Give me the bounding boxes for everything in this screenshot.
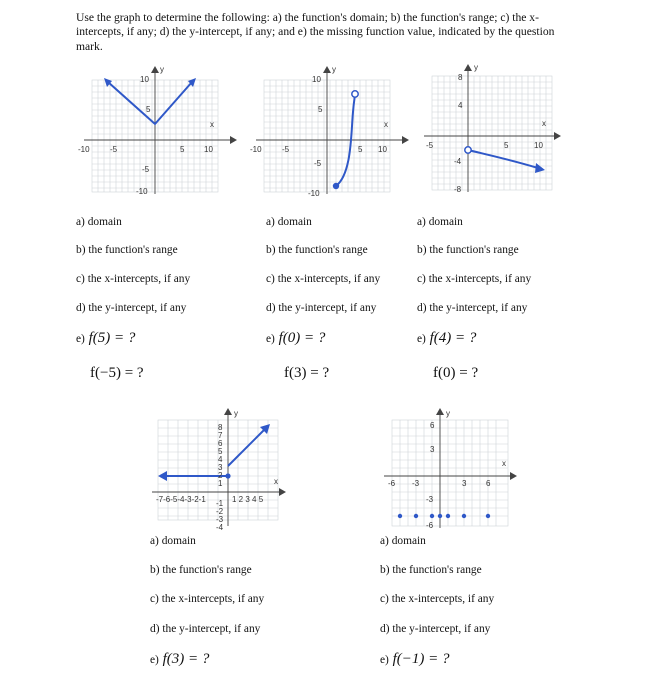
graph-4-y-label: y	[234, 409, 238, 418]
g4-e-label: e)	[150, 654, 159, 666]
graph-4-x-arrow	[279, 488, 286, 496]
graph-3-open-dot	[465, 147, 471, 153]
graph-3-tick-x-neg5: -5	[426, 141, 434, 150]
g3-e2: f(0) = ?	[433, 365, 479, 381]
g2-e-label: e)	[266, 333, 275, 345]
graph-2-tick-y10: 10	[312, 75, 321, 84]
graph-2-tick-x-neg5: -5	[282, 145, 290, 154]
graph-5-point-7	[486, 514, 490, 518]
graph-4-tick-y-neg3: -3	[216, 515, 224, 524]
graph-1-tick-x-neg10: -10	[78, 145, 90, 154]
graph-1	[80, 64, 240, 198]
g3-e1: f(4) = ?	[429, 330, 477, 346]
graph-2-tick-y5: 5	[318, 105, 323, 114]
graph-1-tick-x5: 5	[180, 145, 185, 154]
graph-4-tick-y1: 1	[218, 479, 223, 488]
g2-missing-value	[266, 330, 325, 347]
graph-1-tick-x-neg5: -5	[110, 145, 118, 154]
graph-5-tick-y6: 6	[430, 421, 435, 430]
graph-2-y-arrow	[323, 66, 331, 73]
graph-4-tick-x-pos: 1 2 3 4 5	[232, 495, 264, 504]
graph-5-tick-x-neg3: -3	[412, 479, 420, 488]
instructions-text: Use the graph to determine the following: a) the function's domain; b) the function's range; c) the x-intercepts, if any; d) the y-intercept, if any; and e) the missing function value, indicated by the question mark.	[76, 11, 555, 53]
graph-5-tick-x6: 6	[486, 479, 491, 488]
graph-4	[148, 406, 290, 532]
graph-1-y-arrow	[151, 66, 159, 73]
graph-3-tick-y8: 8	[458, 73, 463, 82]
graph-1-tick-y-neg10: -10	[136, 187, 148, 196]
graph-4-tick-y8: 8	[218, 423, 223, 432]
g2-domain: a) domain	[266, 216, 312, 228]
graph-2-tick-x5: 5	[358, 145, 363, 154]
graph-4-tick-y-neg2: -2	[216, 507, 224, 516]
graph-2-open-dot	[352, 91, 358, 97]
graph-2-y-label: y	[332, 65, 336, 74]
graph-1-x-arrow	[230, 136, 237, 144]
g2-range: b) the function's range	[266, 244, 368, 256]
graph-3	[414, 62, 564, 198]
graph-3-x-arrow	[554, 132, 561, 140]
graph-5-tick-x3: 3	[462, 479, 467, 488]
g1-domain: a) domain	[76, 216, 122, 228]
graph-5-y-arrow	[436, 408, 444, 415]
graph-2-tick-x-neg10: -10	[250, 145, 262, 154]
g2-e1: f(0) = ?	[278, 330, 326, 346]
graph-2	[252, 64, 412, 198]
graph-3-y-label: y	[474, 63, 478, 72]
g5-x-intercepts: c) the x-intercepts, if any	[380, 593, 495, 605]
graph-1-y-label: y	[160, 65, 164, 74]
g1-y-intercept: d) the y-intercept, if any	[76, 302, 187, 314]
g1-e2: f(−5) = ?	[90, 365, 144, 381]
graph-1-tick-y10: 10	[140, 75, 149, 84]
g4-range: b) the function's range	[150, 564, 252, 576]
graph-3-gridlines	[432, 76, 552, 190]
g2-y-intercept: d) the y-intercept, if any	[266, 302, 377, 314]
graph-5-x-arrow	[510, 472, 517, 480]
g5-y-intercept: d) the y-intercept, if any	[380, 623, 491, 635]
g1-missing-value	[76, 330, 135, 347]
graph-5-tick-x-neg6: -6	[388, 479, 396, 488]
g5-e1: f(−1) = ?	[392, 651, 450, 667]
graph-4-tick-y3: 3	[218, 463, 223, 472]
g5-missing-value	[380, 651, 450, 668]
g5-domain: a) domain	[380, 535, 426, 547]
g1-e1: f(5) = ?	[88, 330, 136, 346]
graph-2-tick-y-neg5: -5	[314, 159, 322, 168]
g4-y-intercept: d) the y-intercept, if any	[150, 623, 261, 635]
graph-2-x-arrow	[402, 136, 409, 144]
graph-3-tick-y4: 4	[458, 101, 463, 110]
graph-5-point-1	[398, 514, 402, 518]
graph-4-x-label: x	[274, 477, 278, 486]
graph-4-tick-y-neg4: -4	[216, 523, 224, 532]
graph-5-point-3	[430, 514, 434, 518]
graph-5-x-label: x	[502, 459, 506, 468]
graph-2-tick-y-neg10: -10	[308, 189, 320, 198]
g4-e1: f(3) = ?	[162, 651, 210, 667]
graph-3-x-label: x	[542, 119, 546, 128]
graph-3-tick-y-neg8: -8	[454, 185, 462, 194]
graph-5-tick-y3: 3	[430, 445, 435, 454]
graph-4-tick-x-neg: -7-6-5-4-3-2-1	[156, 495, 206, 504]
g3-range: b) the function's range	[417, 244, 519, 256]
graph-5-point-2	[414, 514, 418, 518]
graph-5-tick-y-neg3: -3	[426, 495, 434, 504]
graph-4-y-arrow	[224, 408, 232, 415]
g5-e-label: e)	[380, 654, 389, 666]
graph-4-tick-y2: 2	[218, 471, 223, 480]
g3-x-intercepts: c) the x-intercepts, if any	[417, 273, 532, 285]
g3-e-label: e)	[417, 333, 426, 345]
g3-y-intercept: d) the y-intercept, if any	[417, 302, 528, 314]
graph-2-closed-dot	[333, 183, 339, 189]
graph-5-point-4	[438, 514, 442, 518]
g3-missing-value	[417, 330, 476, 347]
graph-2-tick-x10: 10	[378, 145, 387, 154]
graph-1-x-label: x	[210, 120, 214, 129]
graph-3-tick-y-neg4: -4	[454, 157, 462, 166]
graph-4-tick-y6: 6	[218, 439, 223, 448]
g2-x-intercepts: c) the x-intercepts, if any	[266, 273, 381, 285]
g4-x-intercepts: c) the x-intercepts, if any	[150, 593, 265, 605]
graph-5-point-6	[462, 514, 466, 518]
g1-e-label: e)	[76, 333, 85, 345]
g2-e2: f(3) = ?	[284, 365, 330, 381]
graph-5	[376, 406, 526, 532]
g5-range: b) the function's range	[380, 564, 482, 576]
g3-domain: a) domain	[417, 216, 463, 228]
graph-4-tick-y7: 7	[218, 431, 223, 440]
graph-4-tick-y4: 4	[218, 455, 223, 464]
g4-domain: a) domain	[150, 535, 196, 547]
g1-range: b) the function's range	[76, 244, 178, 256]
graph-5-tick-y-neg6: -6	[426, 521, 434, 530]
graph-5-point-5	[446, 514, 450, 518]
graph-1-tick-y5: 5	[146, 105, 151, 114]
g1-x-intercepts: c) the x-intercepts, if any	[76, 273, 191, 285]
graph-4-tick-y5: 5	[218, 447, 223, 456]
graph-5-y-label: y	[446, 409, 450, 418]
graph-4-closed-dot	[225, 473, 230, 478]
graph-2-x-label: x	[384, 120, 388, 129]
graph-1-tick-x10: 10	[204, 145, 213, 154]
graph-3-tick-x10: 10	[534, 141, 543, 150]
graph-4-tick-y-neg1: -1	[216, 499, 224, 508]
graph-3-tick-x5: 5	[504, 141, 509, 150]
graph-1-tick-y-neg5: -5	[142, 165, 150, 174]
graph-3-y-arrow	[464, 64, 472, 71]
g4-missing-value	[150, 651, 209, 668]
